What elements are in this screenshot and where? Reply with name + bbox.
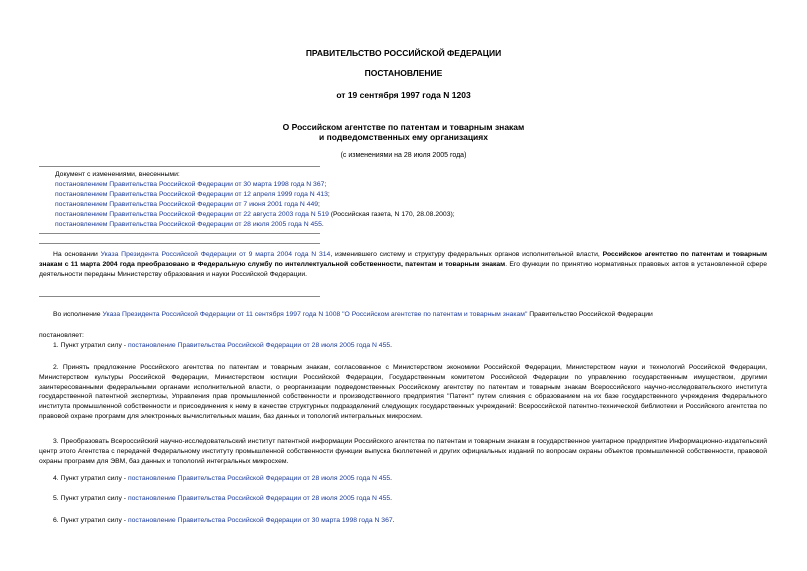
divider [39,233,320,234]
amendments-block [55,170,455,230]
p5-pre: 5. Пункт утратил силу - [53,495,128,502]
divider [39,166,320,167]
basis-paragraph [39,250,767,279]
paragraph-1 [53,342,392,349]
amendment-item [55,210,455,220]
amendment-item [55,180,455,190]
amendment-link[interactable]: постановлением Правительства Российской Федерации от 12 апреля 1999 года N 413 [55,191,328,198]
divider [39,296,320,297]
p1-link[interactable]: постановление Правительства Российской Федерации от 28 июля 2005 года N 455 [127,342,391,349]
basis-bold: Российское агентство по патентам и товарным знакам с 11 марта 2004 года преобразовано в Федеральную службу по интеллектуальной собственности, патентам и товарным знакам [39,251,768,268]
amendment-tail: ; [324,181,327,188]
execution-post: Правительство Российской Федерации [527,311,653,318]
basis-pre: На основании [53,251,101,258]
document-type: ПОСТАНОВЛЕНИЕ [364,68,443,78]
divider [39,243,320,244]
changes-note: (с изменениями на 28 июля 2005 года) [340,152,467,159]
decree-314-link[interactable]: Указа Президента Российской Федерации от 9 марта 2004 года N 314 [100,251,331,258]
basis-post: . Его функции по принятию нормативных правовых актов в установленной сфере деятельности переданы Министерству образования и науки Российской Федерации. [39,260,767,278]
amendment-item [55,190,455,200]
p6-pre: 6. Пункт утратил силу - [53,517,128,524]
decree-1008-link[interactable]: Указа Президента Российской Федерации от 11 сентября 1997 года N 1008 "О Российском агентстве по патентам и товарным знакам" [102,311,528,318]
decrees-word: постановляет: [39,332,84,339]
amendments-intro: Документ с изменениями, внесенными: [55,171,180,178]
document-title [0,122,807,142]
execution-pre: Во исполнение [53,311,103,318]
paragraph-5 [53,495,392,502]
amendment-link[interactable]: постановлением Правительства Российской Федерации от 7 июня 2001 года N 449 [55,201,319,208]
paragraph-6 [53,517,395,524]
amendment-link[interactable]: постановлением Правительства Российской Федерации от 22 августа 2003 года N 519 [55,211,329,218]
p4-pre: 4. Пункт утратил силу - [53,475,128,482]
p5-link[interactable]: постановление Правительства Российской Федерации от 28 июля 2005 года N 455 [127,495,391,502]
document-date: от 19 сентября 1997 года N 1203 [336,90,471,100]
title-line-1: О Российском агентстве по патентам и товарным знакам [282,122,525,132]
amendment-link[interactable]: постановлением Правительства Российской Федерации от 28 июля 2005 года N 455 [55,221,322,228]
amendment-item [55,220,455,230]
p4-link[interactable]: постановление Правительства Российской Федерации от 28 июля 2005 года N 455 [127,475,391,482]
basis-mid: , изменившего систему и структуру федеральных органов исполнительной власти, [330,251,603,258]
p6-link[interactable]: постановление Правительства Российской Федерации от 30 марта 1998 года N 367 [127,517,393,524]
p1-post: . [390,342,393,349]
amendment-link[interactable]: постановлением Правительства Российской Федерации от 30 марта 1998 года N 367 [55,181,325,188]
government-heading: ПРАВИТЕЛЬСТВО РОССИЙСКОЙ ФЕДЕРАЦИИ [305,48,502,58]
p5-post: . [390,495,393,502]
title-line-2: и подведомственных ему организациях [319,132,488,142]
amendment-tail: . [321,221,324,228]
p6-post: . [392,517,395,524]
paragraph-4 [53,475,392,482]
amendment-item [55,200,455,210]
execution-paragraph [39,310,767,320]
amendment-tail: ; [327,191,330,198]
amendment-tail: ; [318,201,320,208]
p1-pre: 1. Пункт утратил силу - [53,342,128,349]
amendment-tail: (Российская газета, N 170, 28.08.2003); [328,211,455,218]
paragraph-3: 3. Преобразовать Всероссийский научно-исследовательский институт патентной информации Российского агентства по патентам и товарным знакам в государственное унитарное предприятие Информационно-издательский центр этого Агентства с передачей Федеральному институту промышленной собственности функции выпуска бюллетеней и других официальных изданий по вопросам охраны объектов промышленной собственности, правовой охраны программ для ЭВМ, баз данных и топологий интегральных микросхем. [39,438,767,465]
p4-post: . [390,475,393,482]
paragraph-2: 2. Принять предложение Российского агентства по патентам и товарным знакам, согласованное с Министерством экономики Российской Федерации, Министерством науки и технологий Российской Федерации, Министерством культуры Российской Федерации, Министерством юстиции Российской Федерации, Государственным комитетом Российской Федерации по управлению государственным имуществом, другими заинтересованными федеральными органами исполнительной власти, о реорганизации подведомственных Российскому агентству по патентам и товарным знакам Всероссийского научно-исследовательского института государственной патентной экспертизы, Управления прав промышленной собственности и производственного предприятия "Патент" путем слияния с образованием на их базе государственного учреждения Федерального института промышленной собственности и присоединения к нему в качестве структурных подразделений следующих государственных учреждений: Всероссийской патентно-технической библиотеки и Российского агентства по правовой охране программ для электронных вычислительных машин, баз данных и топологий интегральных микросхем. [39,364,767,420]
